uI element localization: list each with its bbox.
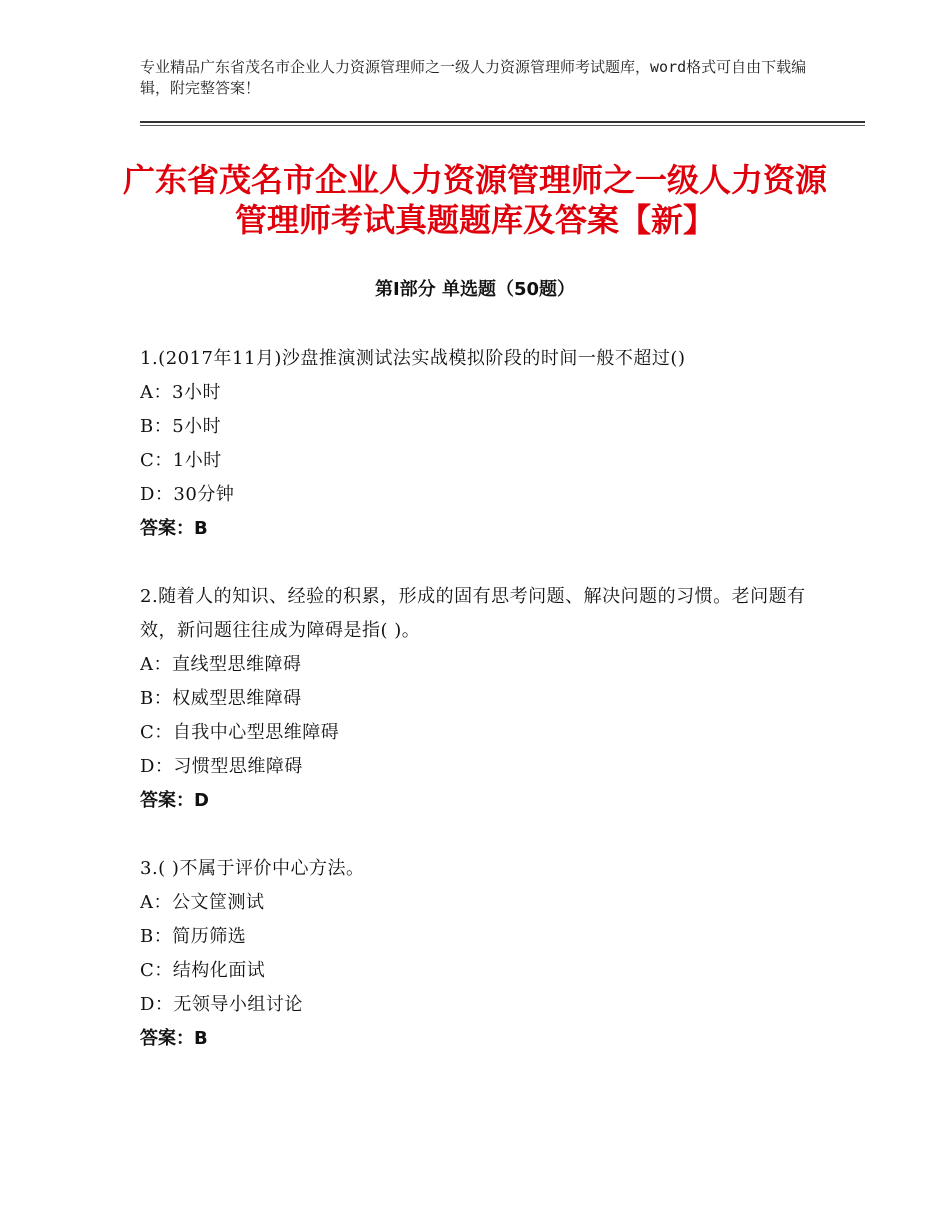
section-title: 第Ⅰ部分 单选题（50题） (374, 279, 575, 300)
option-c: C：自我中心型思维障碍 (140, 722, 340, 743)
header-divider-thick (140, 121, 865, 123)
option-a: A：直线型思维障碍 (140, 654, 302, 675)
document-title: 广东省茂名市企业人力资源管理师之一级人力资源管理师考试真题题库及答案【新】 (122, 161, 827, 239)
question-stem: 1.(2017年11月)沙盘推演测试法实战模拟阶段的时间一般不超过() (140, 348, 686, 369)
option-d: D：习惯型思维障碍 (140, 756, 303, 777)
option-c: C：1小时 (140, 450, 222, 471)
question-item (140, 580, 820, 818)
option-d: D：无领导小组讨论 (140, 994, 303, 1015)
answer-line: 答案：B (140, 518, 208, 539)
option-a: A：公文筐测试 (140, 892, 265, 913)
header-divider-thin (140, 125, 865, 126)
answer-line: 答案：D (140, 790, 209, 811)
option-b: B：权威型思维障碍 (140, 688, 302, 709)
answer-line: 答案：B (140, 1028, 208, 1049)
question-stem: 2.随着人的知识、经验的积累，形成的固有思考问题、解决问题的习惯。老问题有效，新问题往往成为障碍是指( )。 (140, 586, 806, 641)
option-d: D：30分钟 (140, 484, 235, 505)
option-b: B：5小时 (140, 416, 222, 437)
question-list (140, 342, 820, 1090)
question-stem: 3.( )不属于评价中心方法。 (140, 858, 365, 879)
option-b: B：简历筛选 (140, 926, 247, 947)
question-item (140, 852, 820, 1056)
option-c: C：结构化面试 (140, 960, 266, 981)
question-item (140, 342, 820, 546)
header-note: 专业精品广东省茂名市企业人力资源管理师之一级人力资源管理师考试题库，word格式可自由下载编辑，附完整答案！ (140, 58, 807, 97)
option-a: A：3小时 (140, 382, 221, 403)
